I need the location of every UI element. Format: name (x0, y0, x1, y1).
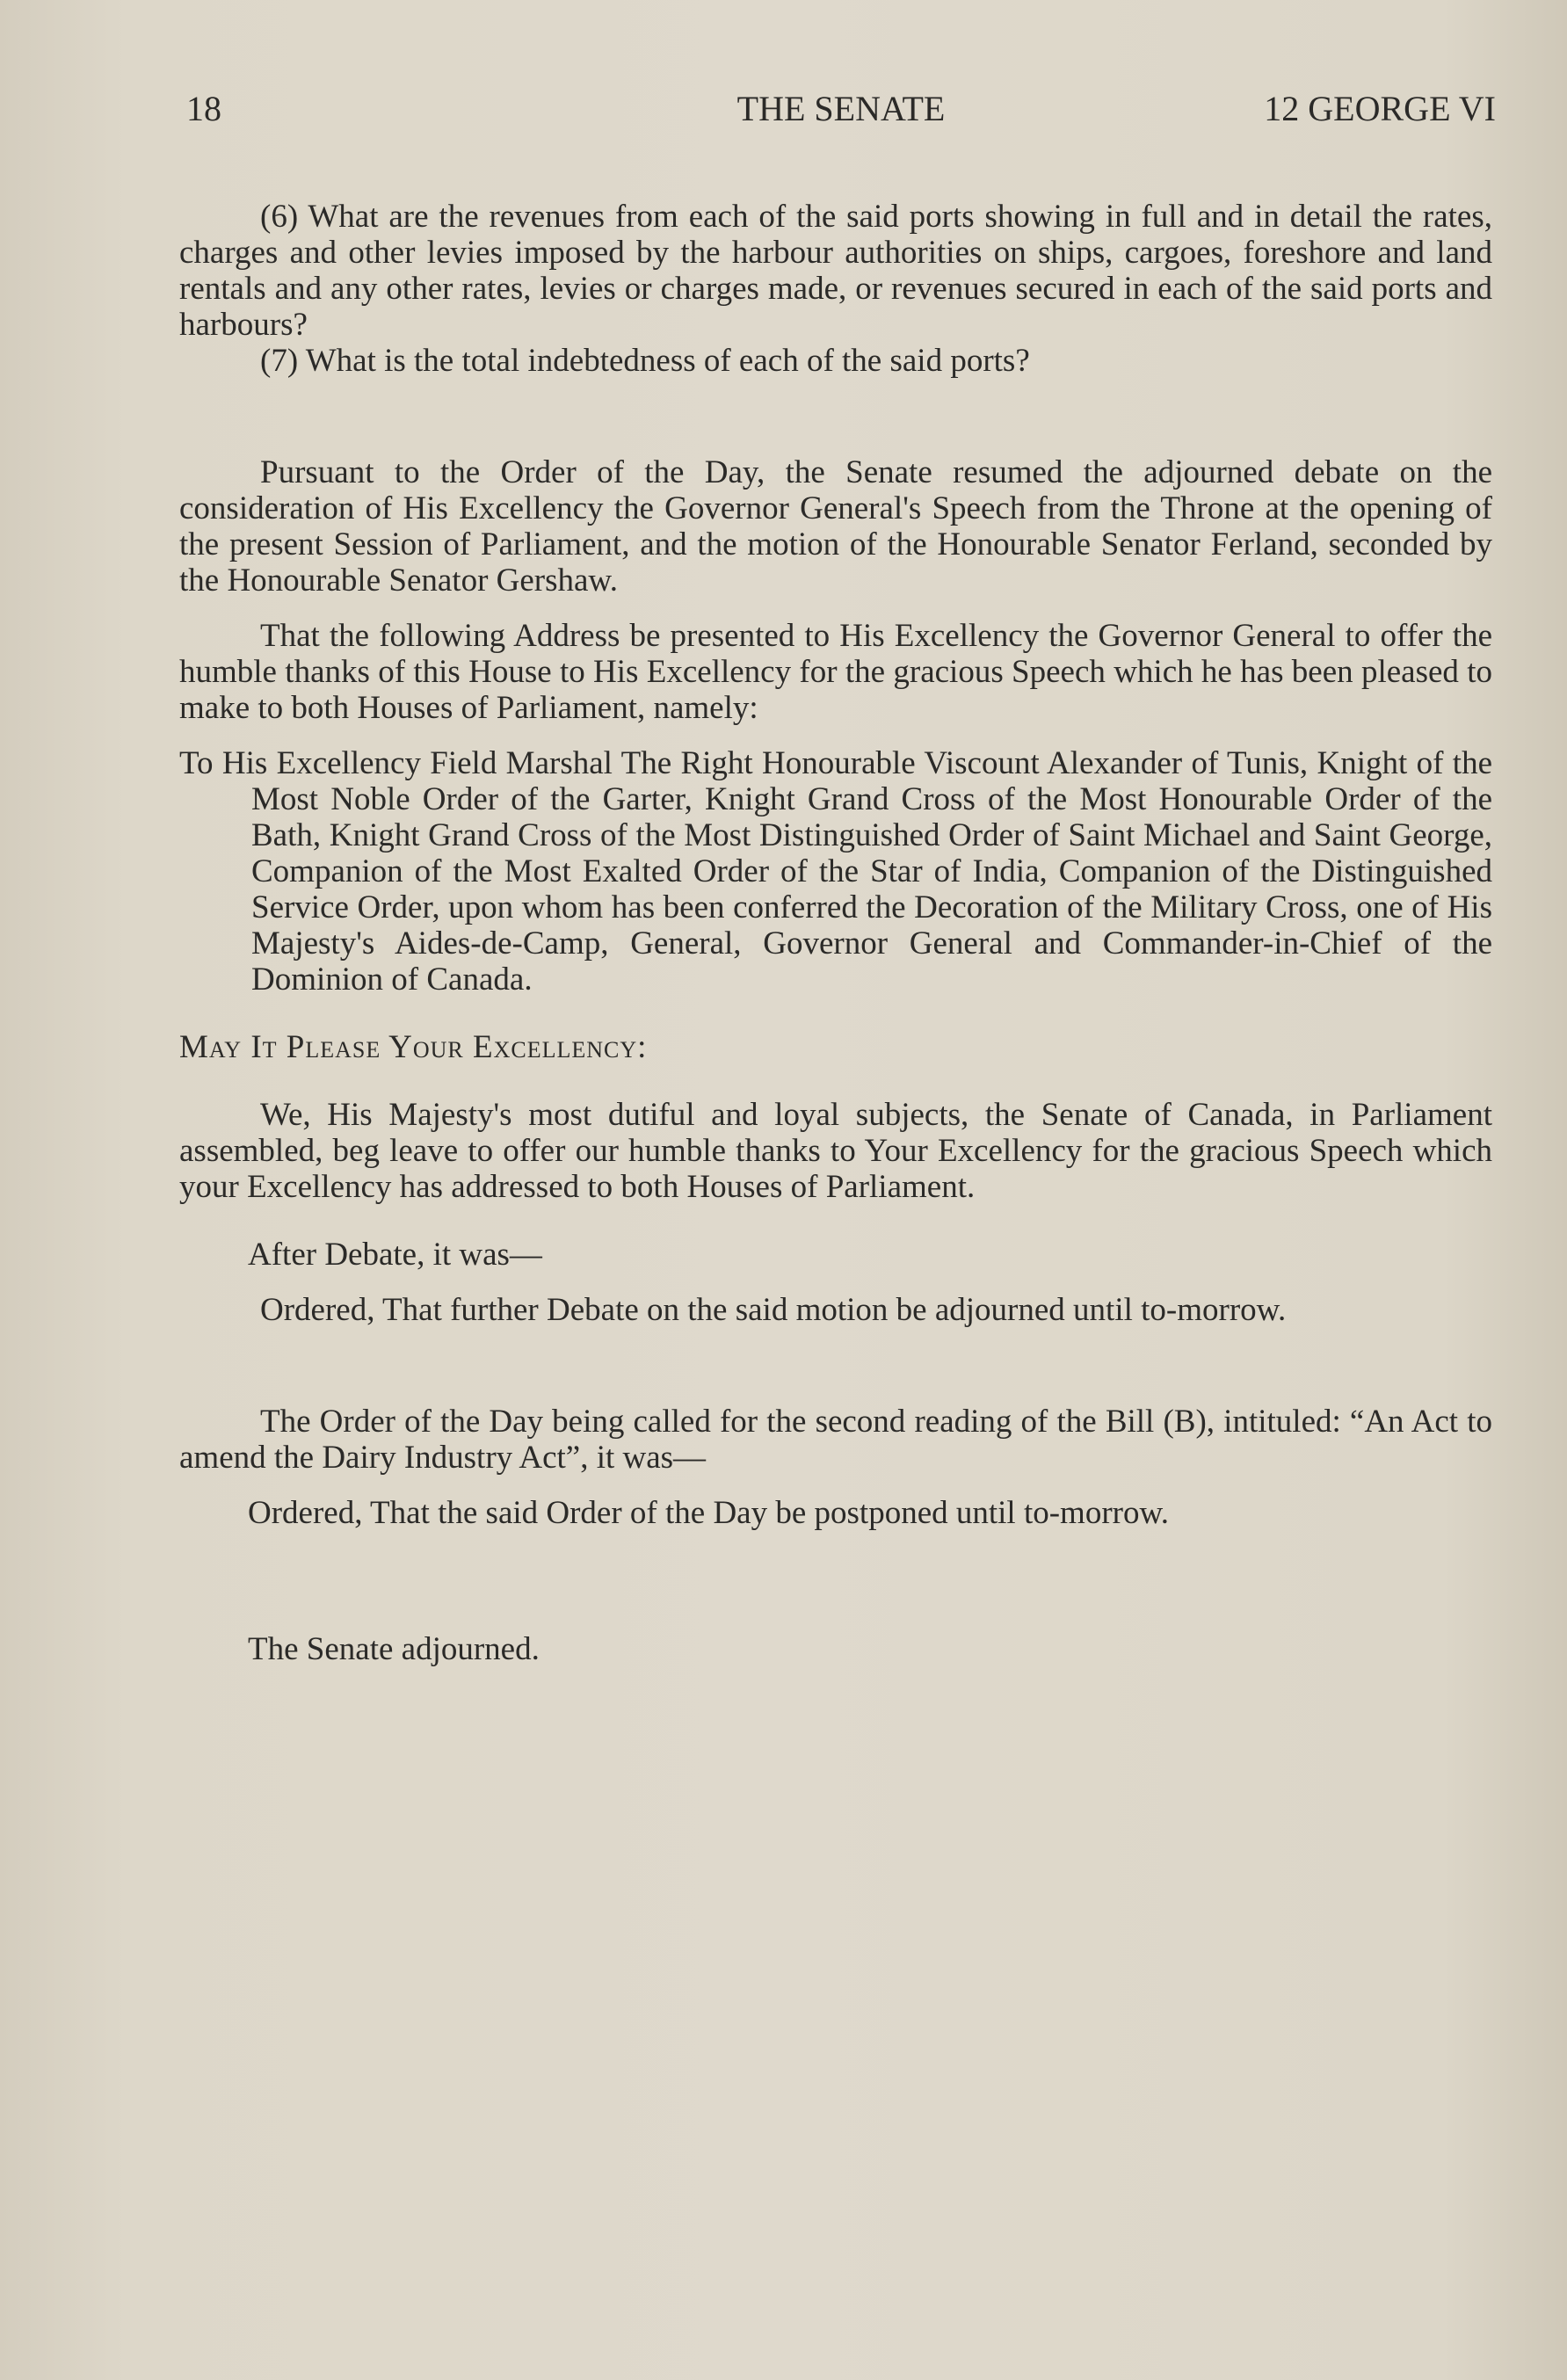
after-debate-line: After Debate, it was— (248, 1237, 542, 1273)
ordered-debate-paragraph: Ordered, That further Debate on the said motion be adjourned until to-morrow. (260, 1292, 1287, 1328)
pursuant-paragraph: Pursuant to the Order of the Day, the Senate resumed the adjourned debate on the consideration of His Excellency the Governor General's Speech from the Throne at the opening of the present Session of Parliament, and the motion of the Honourable Senator Ferland, seconded by the Honourable Senator Gershaw. (179, 454, 1492, 599)
running-title: THE SENATE (736, 89, 946, 128)
order-bill-paragraph: The Order of the Day being called for the second reading of the Bill (B), intituled: “An Act to amend the Dairy Industry Act”, it was— (179, 1404, 1492, 1476)
address-paragraph: That the following Address be presented to His Excellency the Governor General to offer the humble thanks of this House to His Excellency for the gracious Speech which he has been pleased to make to both Houses of Parliament, namely: (179, 618, 1492, 726)
page-number: 18 (186, 89, 221, 128)
page-header (186, 88, 1496, 134)
question-6: (6) What are the revenues from each of the said ports showing in full and in detail the rates, charges and other levies imposed by the harbour authorities on ships, cargoes, foreshore and land rentals and any other rates, levies or charges made, or revenues secured in each of the said ports and harbours? (179, 199, 1492, 343)
may-it-please-heading: May It Please Your Excellency: (179, 1029, 648, 1065)
question-7: (7) What is the total indebtedness of each of the said ports? (260, 343, 1030, 379)
page-body (179, 199, 1492, 1667)
senate-adjourned-line: The Senate adjourned. (248, 1631, 540, 1667)
salutation-paragraph: To His Excellency Field Marshal The Right Honourable Viscount Alexander of Tunis, Knight of the Most Noble Order of the Garter, Knight Grand Cross of the Most Honourable Order of the Bath, Knight Grand Cross of the Most Distinguished Order of Saint Michael and Saint George, Companion of the Most Exalted Order of the Star of India, Companion of the Distinguished Service Order, upon whom has been conferred the Decoration of the Military Cross, one of His Majesty's Aides-de-Camp, General, Governor General and Commander-in-Chief of the Dominion of Canada. (179, 745, 1492, 998)
we-his-majesty-paragraph: We, His Majesty's most dutiful and loyal subjects, the Senate of Canada, in Parliament assembled, beg leave to offer our humble thanks to Your Excellency for the gracious Speech which your Excellency has addressed to both Houses of Parliament. (179, 1097, 1492, 1205)
session-label: 12 GEORGE VI (1264, 89, 1496, 128)
ordered-postponed-line: Ordered, That the said Order of the Day be postponed until to-morrow. (248, 1495, 1170, 1531)
